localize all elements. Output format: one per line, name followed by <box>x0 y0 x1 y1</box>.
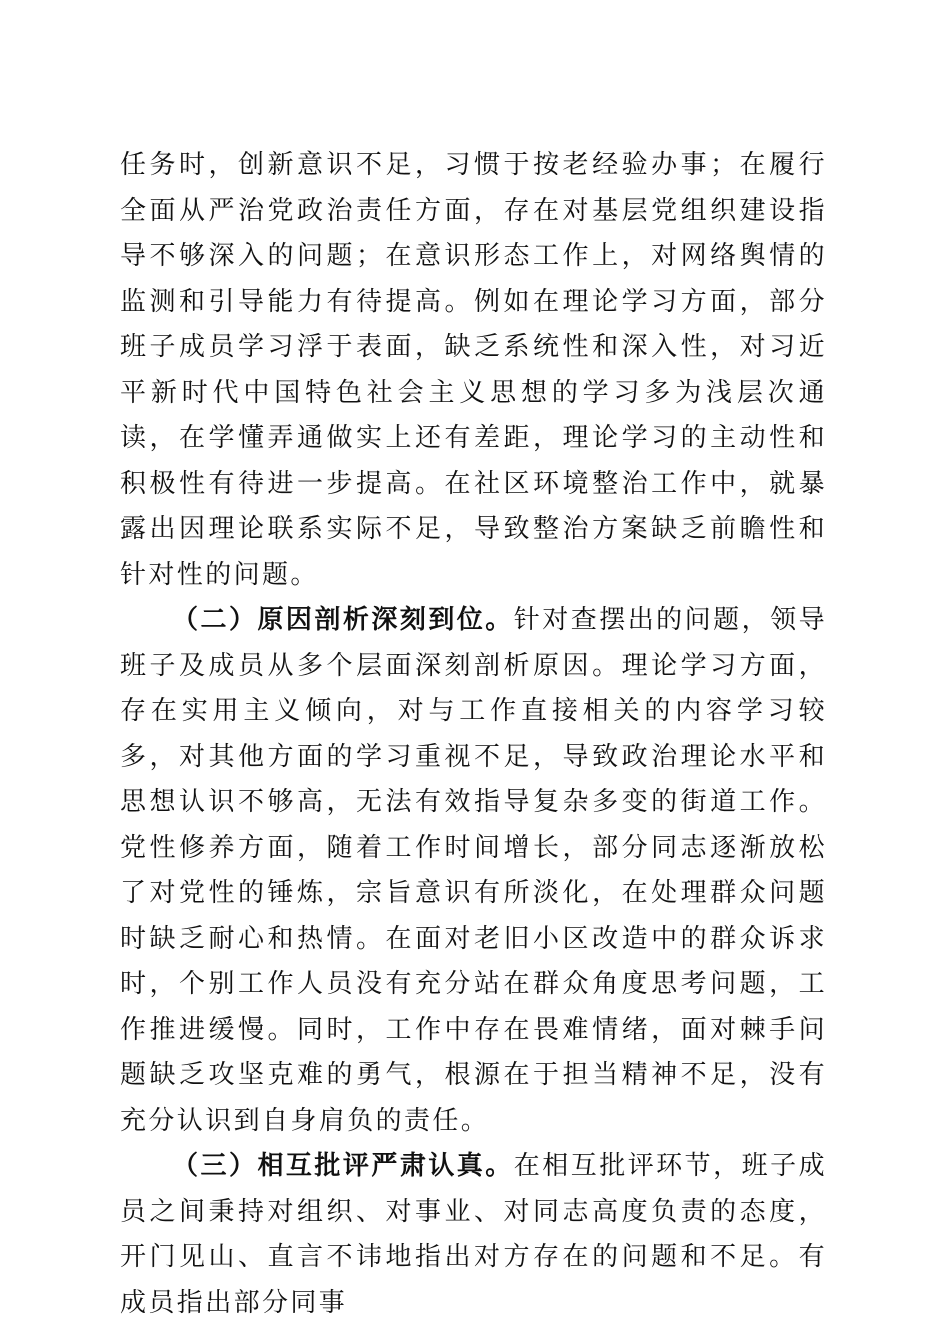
paragraph-text: 任务时，创新意识不足，习惯于按老经验办事；在履行全面从严治党政治责任方面，存在对基层党组织建设指导不够深入的问题；在意识形态工作上，对网络舆情的监测和引导能力有待提高。例如在理论学习方面，部分班子成员学习浮于表面，缺乏系统性和深入性，对习近平新时代中国特色社会主义思想的学习多为浅层次通读，在学懂弄通做实上还有差距，理论学习的主动性和积极性有待进一步提高。在社区环境整治工作中，就暴露出因理论联系实际不足，导致整治方案缺乏前瞻性和针对性的问题。 <box>120 150 827 590</box>
paragraph-text: 在相互批评环节，班子成员之间秉持对组织、对事业、对同志高度负责的态度，开门见山、直言不讳地指出对方存在的问题和不足。有成员指出部分同事 <box>120 1151 827 1318</box>
paragraph-mutual-criticism <box>120 1144 827 1326</box>
section-heading-3: （三）相互批评严肃认真。 <box>172 1151 514 1181</box>
paragraph-text: 针对查摆出的问题，领导班子及成员从多个层面深刻剖析原因。理论学习方面，存在实用主义倾向，对与工作直接相关的内容学习较多，对其他方面的学习重视不足，导致政治理论水平和思想认识不够高，无法有效指导复杂多变的街道工作。党性修养方面，随着工作时间增长，部分同志逐渐放松了对党性的锤炼，宗旨意识有所淡化，在处理群众问题时缺乏耐心和热情。在面对老旧小区改造中的群众诉求时，个别工作人员没有充分站在群众角度思考问题，工作推进缓慢。同时，工作中存在畏难情绪，面对棘手问题缺乏攻坚克难的勇气，根源在于担当精神不足，没有充分认识到自身肩负的责任。 <box>120 605 827 1136</box>
section-heading-2: （二）原因剖析深刻到位。 <box>172 605 514 635</box>
document-page <box>120 0 827 1326</box>
paragraph-continued <box>120 143 827 598</box>
paragraph-cause-analysis <box>120 598 827 1144</box>
